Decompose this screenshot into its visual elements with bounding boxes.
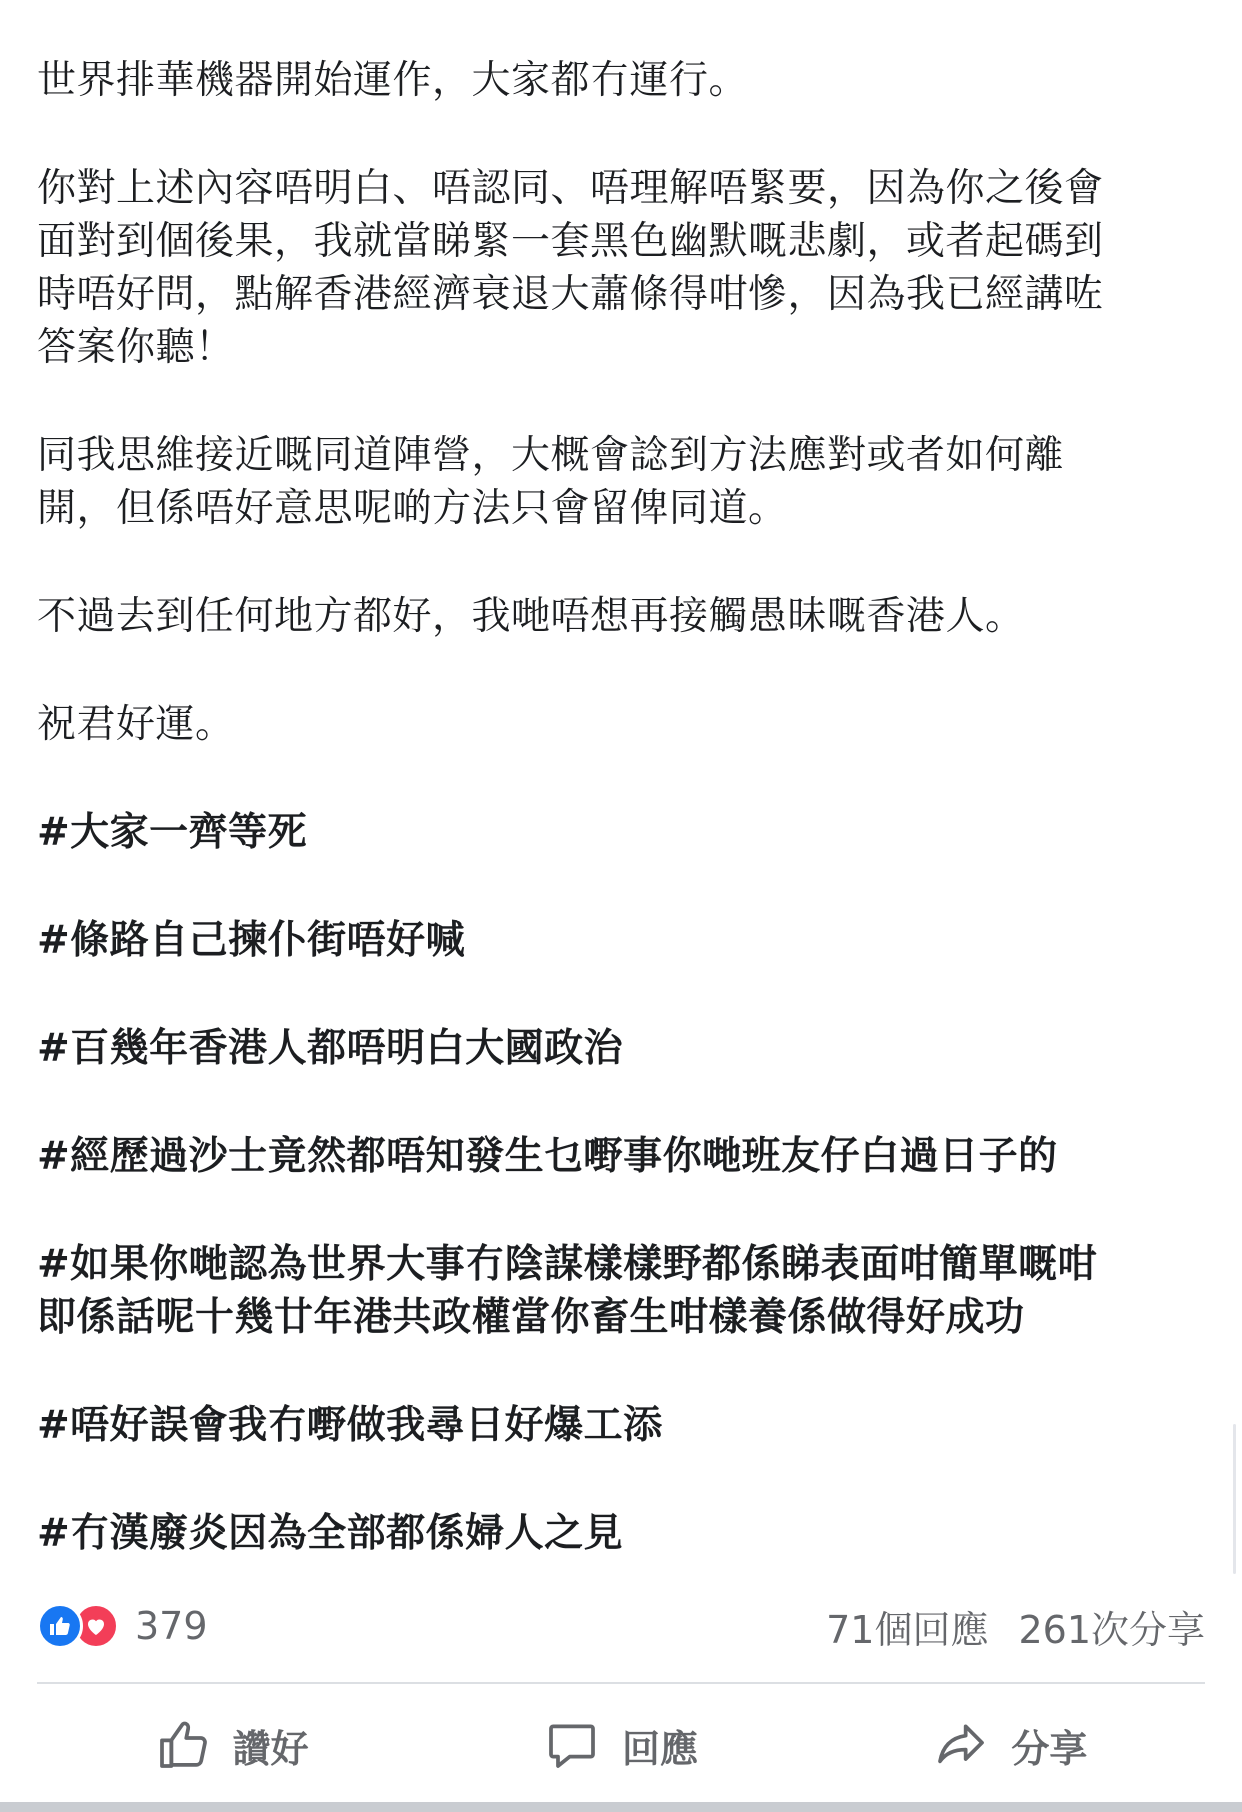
hashtag-line: #條路自己揀仆街唔好喊 (37, 918, 466, 963)
share-count-link[interactable]: 261次分享 (1018, 1607, 1205, 1652)
hashtag-link[interactable] (37, 1399, 1209, 1452)
share-button[interactable] (816, 1700, 1205, 1790)
post-paragraph (37, 698, 1209, 751)
hashtag-line: #大家一齊等死 (37, 810, 308, 855)
bottom-divider-bar (0, 1802, 1242, 1812)
hashtag-link[interactable] (37, 1130, 1209, 1183)
hashtag-line: 即係話呢十幾廿年港共政權當你畜生咁樣養係做得好成功 (37, 1295, 1025, 1340)
post-body (37, 54, 1209, 1615)
hashtag-link[interactable] (37, 914, 1209, 967)
reactions-summary[interactable] (37, 1598, 208, 1654)
hashtag-line: #經歷過沙士竟然都唔知發生乜嘢事你哋班友仔白過日子的 (37, 1134, 1058, 1179)
comment-label: 回應 (621, 1726, 698, 1771)
share-icon (933, 1717, 989, 1773)
text-line: 你對上述內容唔明白、唔認同、唔理解唔緊要，因為你之後會 (37, 166, 1104, 211)
comment-icon (544, 1717, 600, 1773)
hashtag-link[interactable] (37, 1507, 1209, 1560)
hashtag-link[interactable] (37, 1022, 1209, 1075)
share-label: 分享 (1011, 1726, 1088, 1771)
text-line: 時唔好問，點解香港經濟衰退大蕭條得咁慘，因為我已經講咗 (37, 272, 1104, 317)
like-label: 讚好 (232, 1726, 309, 1771)
text-line: 開，但係唔好意思呢啲方法只會留俾同道。 (37, 486, 788, 531)
hashtag-line: #唔好誤會我冇嘢做我尋日好爆工添 (37, 1403, 663, 1448)
text-line: 不過去到任何地方都好，我哋唔想再接觸愚昧嘅香港人。 (37, 594, 1025, 639)
text-line: 面對到個後果，我就當睇緊一套黑色幽默嘅悲劇，或者起碼到 (37, 219, 1104, 264)
post-stats (37, 1598, 1205, 1654)
post-paragraph (37, 590, 1209, 643)
hashtag-line: #如果你哋認為世界大事冇陰謀樣樣野都係睇表面咁簡單嘅咁 (37, 1242, 1098, 1287)
divider (37, 1682, 1205, 1684)
text-line: 祝君好運。 (37, 702, 235, 747)
post-paragraph (37, 429, 1209, 535)
like-button[interactable] (37, 1700, 426, 1790)
engagement-counts (826, 1598, 1205, 1654)
scrollbar[interactable] (1233, 1424, 1236, 1574)
like-reaction-icon (37, 1603, 83, 1649)
reaction-count: 379 (135, 1604, 208, 1648)
comment-count-link[interactable]: 71個回應 (826, 1607, 989, 1652)
comment-button[interactable] (426, 1700, 815, 1790)
thumbs-up-icon (155, 1717, 211, 1773)
text-line: 世界排華機器開始運作，大家都冇運行。 (37, 58, 749, 103)
hashtag-line: #冇漢廢炎因為全部都係婦人之見 (37, 1511, 624, 1556)
post-paragraph (37, 54, 1209, 107)
text-line: 同我思維接近嘅同道陣營，大概會諗到方法應對或者如何離 (37, 433, 1065, 478)
hashtag-line: #百幾年香港人都唔明白大國政治 (37, 1026, 624, 1071)
action-bar (37, 1700, 1205, 1790)
text-line: 答案你聽！ (37, 325, 235, 370)
hashtag-link[interactable] (37, 806, 1209, 859)
post-paragraph (37, 162, 1209, 374)
hashtag-link[interactable] (37, 1238, 1209, 1344)
